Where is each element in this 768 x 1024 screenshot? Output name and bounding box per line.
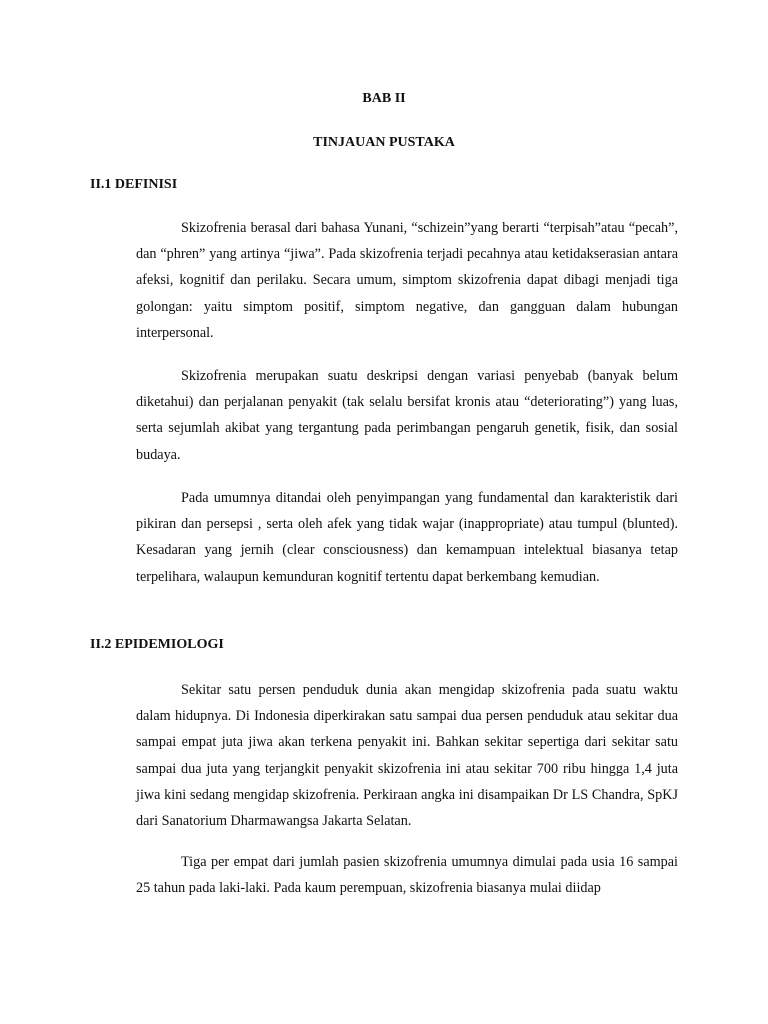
section-heading-definisi: II.1 DEFINISI — [90, 177, 178, 192]
chapter-title: TINJAUAN PUSTAKA — [313, 135, 455, 150]
section-heading-epidemiologi: II.2 EPIDEMIOLOGI — [90, 637, 224, 652]
paragraph-definisi-1: Skizofrenia berasal dari bahasa Yunani, “schizein”yang berarti “terpisah”atau “pecah”, dan “phren” yang artinya “jiwa”. Pada skizofrenia terjadi pecahnya atau ketidakserasian antara afeksi, kognitif dan perilaku. Secara umum, simptom skizofrenia dapat dibagi menjadi tiga golongan: yaitu simptom positif, simptom negative, dan gangguan dalam hubungan interpersonal. — [136, 220, 678, 341]
paragraph-epidemiologi-2: Tiga per empat dari jumlah pasien skizofrenia umumnya dimulai pada usia 16 sampai 25 tahun pada laki-laki. Pada kaum perempuan, skizofrenia biasanya mulai diidap — [136, 854, 678, 897]
paragraph-epidemiologi-1: Sekitar satu persen penduduk dunia akan mengidap skizofrenia pada suatu waktu dalam hidupnya. Di Indonesia diperkirakan satu sampai dua persen penduduk atau sekitar dua sampai empat juta jiwa akan terkena penyakit ini. Bahkan sekitar sepertiga dari sekitar satu sampai dua juta yang terjangkit penyakit skizofrenia ini atau sekitar 700 ribu hingga 1,4 juta jiwa kini sedang mengidap skizofrenia. Perkiraan angka ini disampaikan Dr LS Chandra, SpKJ dari Sanatorium Dharmawangsa Jakarta Selatan. — [136, 682, 678, 830]
paragraph-definisi-3: Pada umumnya ditandai oleh penyimpangan yang fundamental dan karakteristik dari pikiran dan persepsi , serta oleh afek yang tidak wajar (inappropriate) atau tumpul (blunted). Kesadaran yang jernih (clear consciousness) dan kemampuan intelektual biasanya tetap terpelihara, walaupun kemunduran kognitif tertentu dapat berkembang kemudian. — [136, 490, 678, 585]
paragraph-definisi-2: Skizofrenia merupakan suatu deskripsi dengan variasi penyebab (banyak belum diketahui) dan perjalanan penyakit (tak selalu bersifat kronis atau “deteriorating”) yang luas, serta sejumlah akibat yang tergantung pada perimbangan pengaruh genetik, fisik, dan sosial budaya. — [136, 368, 678, 463]
chapter-number: BAB II — [362, 91, 406, 106]
